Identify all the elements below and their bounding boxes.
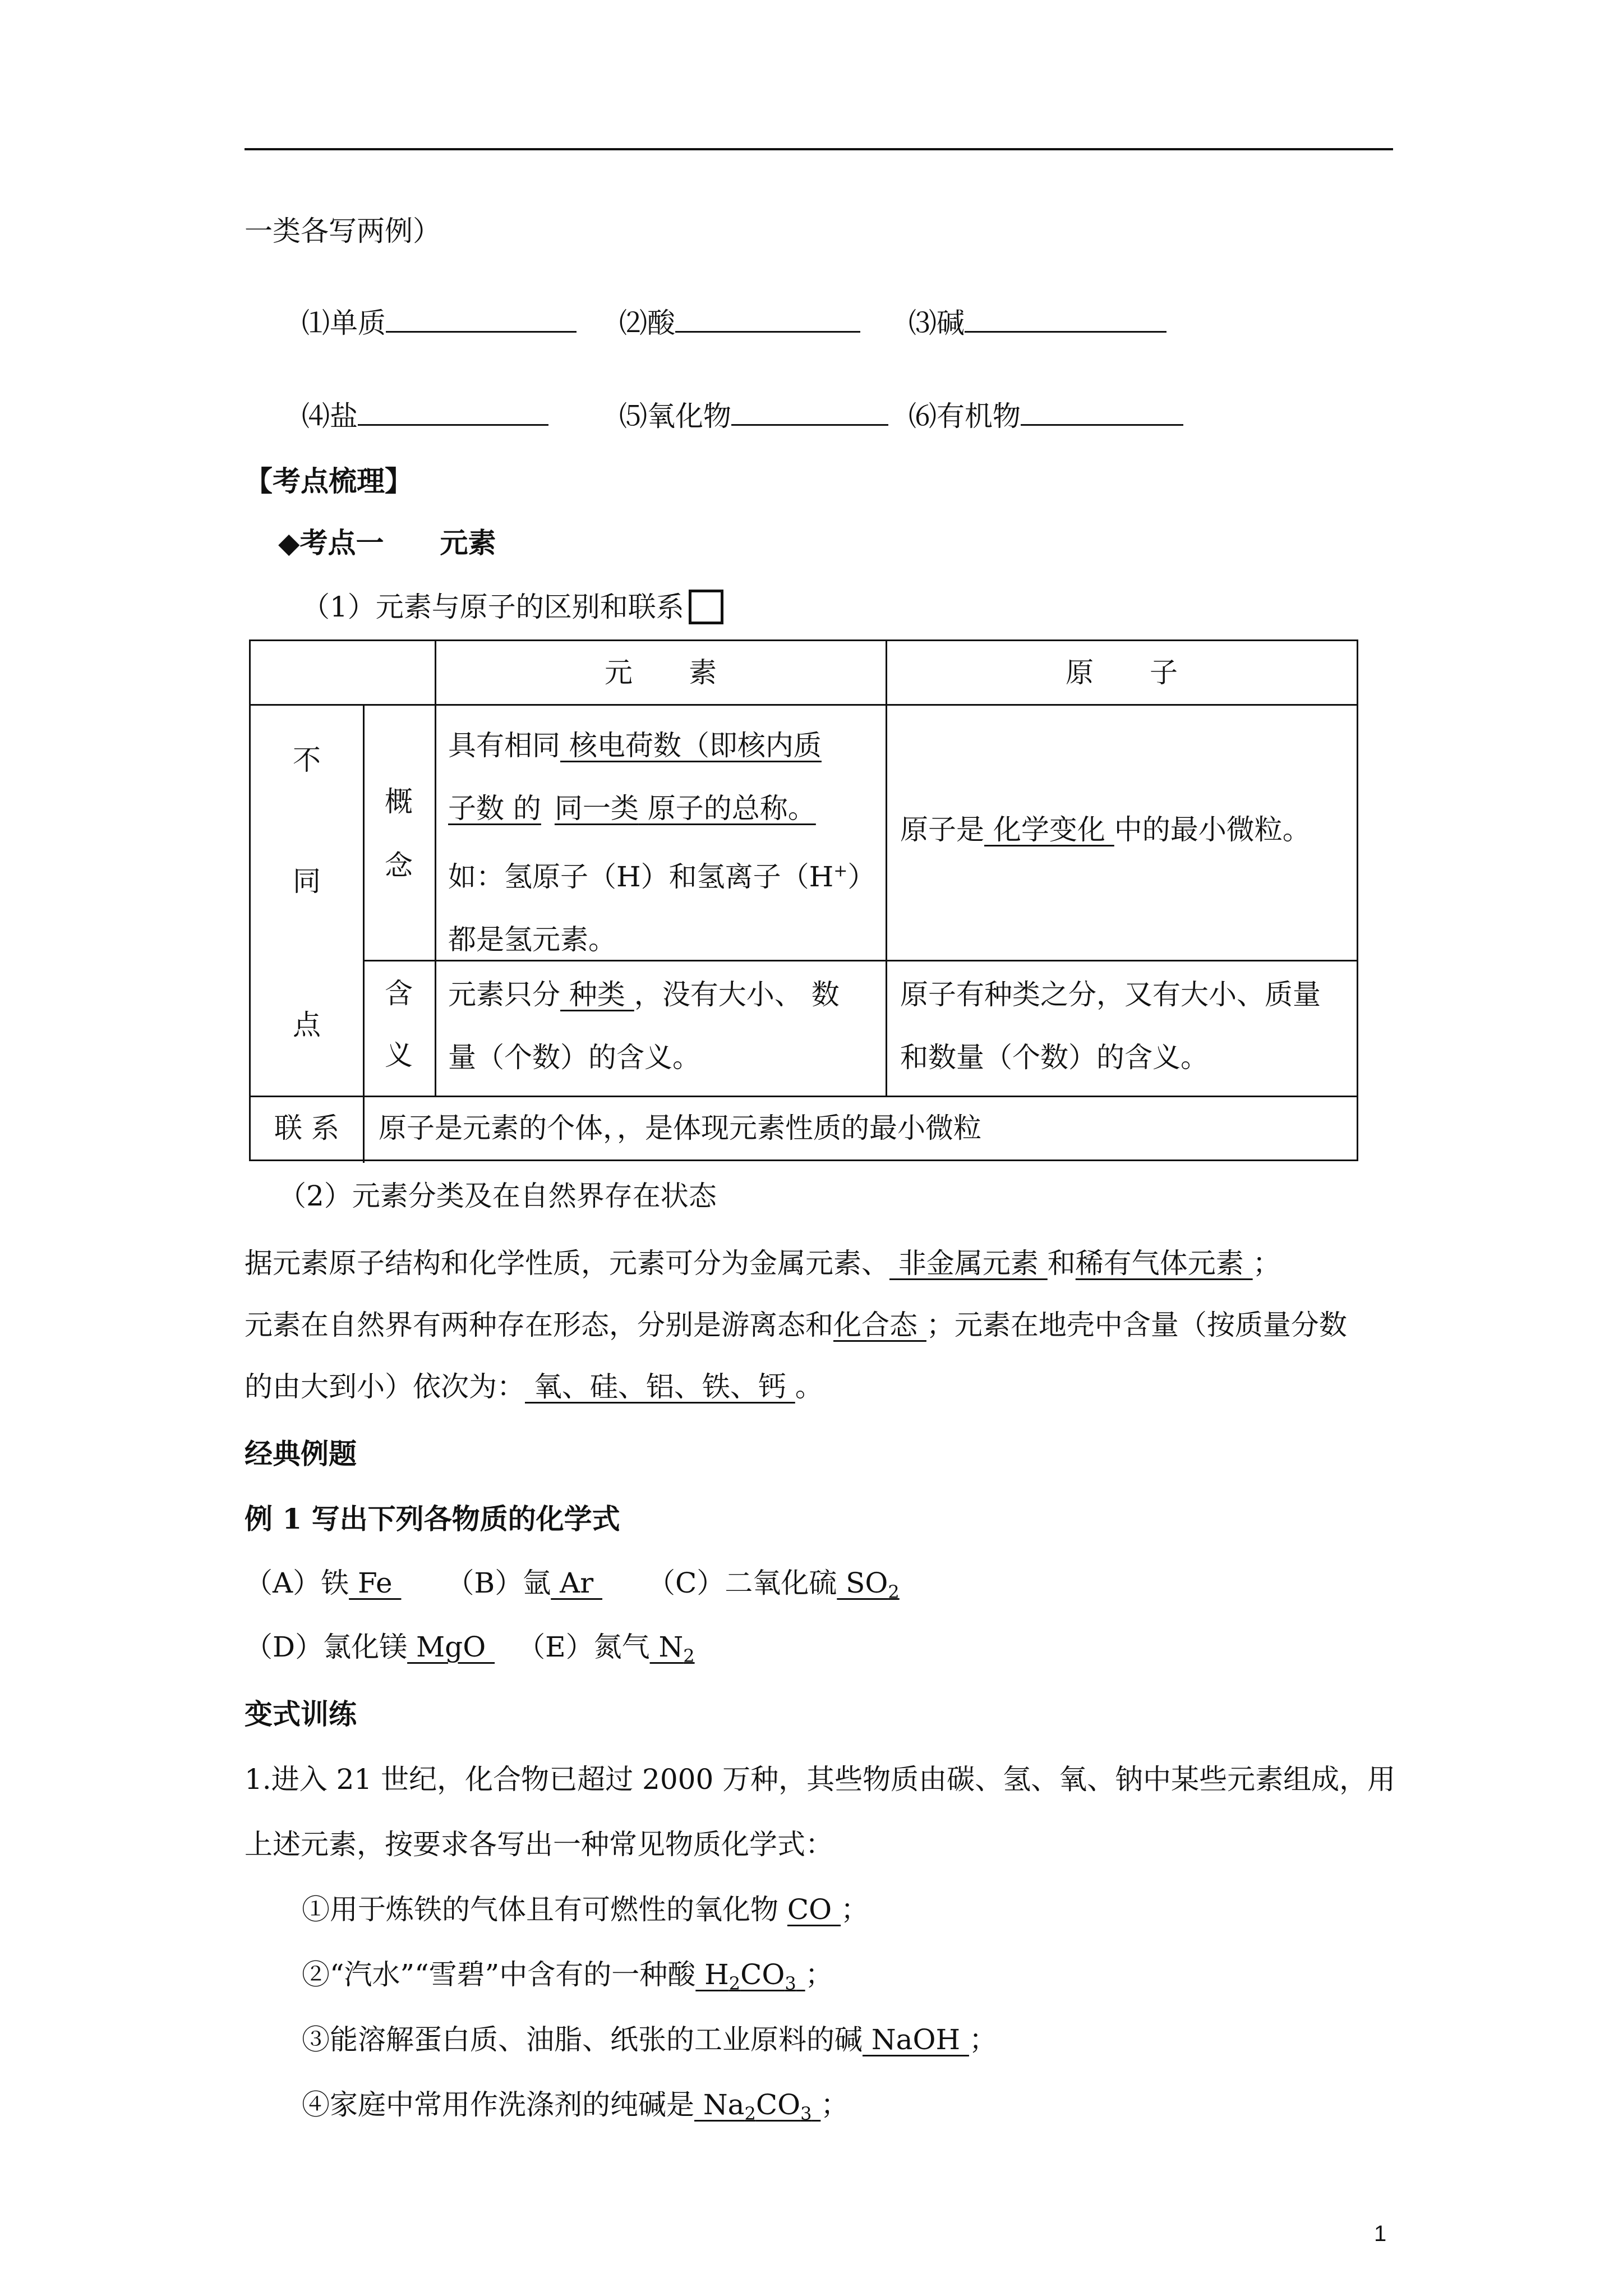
paragraph-line-3 — [245, 1369, 823, 1405]
lianxi-text: 原子是元素的个体，，是体现元素性质的最小微粒 — [379, 1112, 981, 1144]
text: Na — [694, 2088, 745, 2121]
example-row-2 — [245, 1629, 695, 1674]
text: ①用于炼铁的气体且有可燃性的氧化物 — [302, 1893, 787, 1926]
section-title: 【考点梳理】 — [245, 464, 413, 498]
intro-line: 一类各写两例） — [245, 215, 441, 247]
paragraph-line-2 — [245, 1307, 1347, 1343]
text: （C）二氧化硫 — [647, 1567, 837, 1599]
answer-text: 非金属元素 — [889, 1247, 1048, 1280]
label-gai: 概 — [385, 785, 413, 818]
text: 元素只分 — [448, 978, 560, 1011]
table-divider — [251, 704, 1357, 706]
answer-text: 子数 — [448, 792, 504, 825]
comparison-table — [249, 639, 1358, 1161]
text: ，没有大小、 数 — [634, 978, 840, 1011]
page-number: 1 — [1374, 2221, 1387, 2246]
variant-line-2: 上述元素，按要求各写出一种常见物质化学式： — [245, 1828, 833, 1861]
element-meaning — [448, 963, 840, 1089]
text: ； — [969, 2023, 997, 2056]
subscript: 3 — [785, 1973, 796, 1994]
text: 的由大到小）依次为： — [245, 1370, 525, 1403]
table-divider — [435, 641, 436, 1096]
question-1 — [302, 303, 577, 341]
label-yi: 义 — [385, 1039, 413, 1071]
classic-title: 经典例题 — [245, 1437, 357, 1470]
text: 元素在自然界有两种存在形态，分别是游离态和 — [245, 1309, 833, 1341]
text: ④家庭中常用作洗涤剂的纯碱是 — [302, 2088, 694, 2121]
question-5 — [619, 396, 888, 434]
item-3 — [302, 2022, 997, 2058]
text: 具有相同 — [448, 729, 560, 762]
item-2 — [302, 1957, 833, 2001]
text: ； — [805, 1958, 833, 1991]
example-title-text: 例 1 写出下列各物质的化学式 — [245, 1502, 620, 1535]
answer-text: 化合态 — [833, 1309, 926, 1341]
element-concept-line — [448, 840, 875, 908]
answer-text — [694, 2088, 820, 2124]
atom-concept — [900, 798, 1311, 861]
text: 。 — [795, 1370, 823, 1403]
answer-text: MgO — [407, 1631, 495, 1663]
paragraph-line-1 — [245, 1245, 1281, 1281]
text: ； — [841, 1893, 869, 1926]
atom-meaning-line: 和数量（个数）的含义。 — [900, 1041, 1209, 1074]
text: SO — [837, 1567, 888, 1599]
answer-text: 核电荷数（即核内质 — [560, 729, 822, 762]
variant-title: 变式训练 — [245, 1697, 357, 1731]
element-concept-line — [448, 714, 875, 777]
question-6 — [909, 396, 1183, 434]
example-title — [245, 1501, 620, 1537]
answer-text — [695, 1958, 805, 1994]
question-3 — [909, 303, 1166, 341]
subscript: 2 — [683, 1645, 695, 1667]
question-2-label: ⑵酸 — [619, 307, 675, 339]
answer-text: 稀有气体元素 — [1075, 1247, 1253, 1280]
text: ） — [847, 861, 876, 893]
atom-meaning-line: 原子有种类之分，又有大小、质量 — [900, 978, 1321, 1011]
subscript: 2 — [888, 1581, 900, 1603]
label-dian: 点 — [293, 1009, 321, 1041]
text — [811, 2088, 820, 2121]
answer-text — [837, 1567, 900, 1603]
subheading-1-text: （1）元素与原子的区别和联系 — [302, 591, 684, 623]
text: 据元素原子结构和化学性质，元素可分为金属元素、 — [245, 1247, 889, 1280]
answer-text: 同一类 — [554, 792, 639, 825]
answer-text: 种类 — [560, 978, 634, 1011]
subheading-2: （2）元素分类及在自然界存在状态 — [278, 1180, 717, 1212]
text: ②“汽水”“雪碧”中含有的一种酸 — [302, 1958, 696, 1991]
question-4 — [302, 396, 548, 434]
checkbox[interactable] — [689, 590, 723, 624]
text: ③能溶解蛋白质、油脂、纸张的工业原料的碱 — [302, 2023, 863, 2056]
text: 中的最小微粒。 — [1114, 813, 1311, 846]
answer-blank-5[interactable] — [731, 396, 888, 426]
answer-blank-1[interactable] — [386, 303, 577, 333]
answer-text: NaOH — [863, 2023, 969, 2056]
text — [796, 1958, 805, 1991]
table-divider — [886, 641, 887, 1096]
answer-blank-2[interactable] — [675, 303, 860, 333]
text: ；元素在地壳中含量（按质量分数 — [926, 1309, 1347, 1341]
question-1-label: ⑴单质 — [302, 307, 386, 339]
superscript: + — [833, 861, 848, 881]
text: 和 — [1047, 1247, 1076, 1280]
label-nian: 念 — [385, 849, 413, 882]
question-2 — [619, 303, 860, 341]
question-3-label: ⑶碱 — [909, 307, 965, 339]
subscript: 2 — [744, 2103, 756, 2124]
answer-text: Fe — [349, 1567, 402, 1599]
element-meaning-line — [448, 963, 840, 1026]
question-6-label: ⑹有机物 — [909, 400, 1021, 432]
text: 原子是 — [900, 813, 984, 846]
text: CO — [755, 2088, 801, 2121]
question-5-label: ⑸氧化物 — [619, 400, 731, 432]
subscript: 3 — [800, 2103, 812, 2124]
answer-text: Ar — [551, 1567, 602, 1599]
text: 原子的总称。 — [638, 792, 816, 825]
answer-blank-4[interactable] — [358, 396, 548, 426]
text: ； — [820, 2088, 849, 2121]
subscript: 2 — [728, 1973, 741, 1994]
answer-text — [649, 1631, 695, 1667]
item-4 — [302, 2087, 849, 2132]
text: 如：氢原子（H）和氢离子（H — [448, 861, 834, 893]
text: （A）铁 — [245, 1567, 349, 1599]
answer-text: CO — [787, 1893, 841, 1926]
answer-text: 氧、硅、铝、铁、钙 — [525, 1370, 795, 1403]
element-concept — [448, 714, 875, 971]
label-han: 含 — [385, 977, 413, 1010]
kaodian-title: ◆考点一 元素 — [278, 526, 496, 559]
header-rule — [245, 148, 1393, 150]
question-4-label: ⑷盐 — [302, 400, 358, 432]
answer-text: 化学变化 — [984, 813, 1114, 846]
text: H — [695, 1958, 729, 1991]
table-divider — [363, 1096, 365, 1163]
element-concept-line: 都是氢元素。 — [448, 923, 616, 956]
atom-meaning — [900, 963, 1321, 1089]
text: （D）氯化镁 — [245, 1631, 408, 1663]
item-1 — [302, 1892, 869, 1927]
text: （B）氩 — [446, 1567, 551, 1599]
label-lianxi: 联 系 — [274, 1112, 339, 1144]
text: N — [649, 1631, 684, 1663]
subheading-1 — [302, 589, 723, 625]
header-atom: 原 子 — [1066, 656, 1178, 689]
variant-line-1: 1.进入 21 世纪，化合物已超过 2000 万种，其些物质由碳、氢、氧、钠中某些元素组成，用 — [245, 1763, 1396, 1796]
answer-blank-3[interactable] — [965, 303, 1166, 333]
header-element: 元 素 — [605, 656, 717, 689]
example-row-1 — [245, 1565, 900, 1610]
text: ； — [1252, 1247, 1281, 1280]
text: （E）氮气 — [517, 1631, 650, 1663]
label-tong: 同 — [293, 865, 321, 898]
label-bu: 不 — [293, 744, 321, 776]
answer-blank-6[interactable] — [1021, 396, 1183, 426]
text: CO — [740, 1958, 785, 1991]
element-meaning-line: 量（个数）的含义。 — [448, 1041, 700, 1074]
element-concept-line — [448, 777, 875, 840]
text: 的 — [504, 792, 541, 825]
